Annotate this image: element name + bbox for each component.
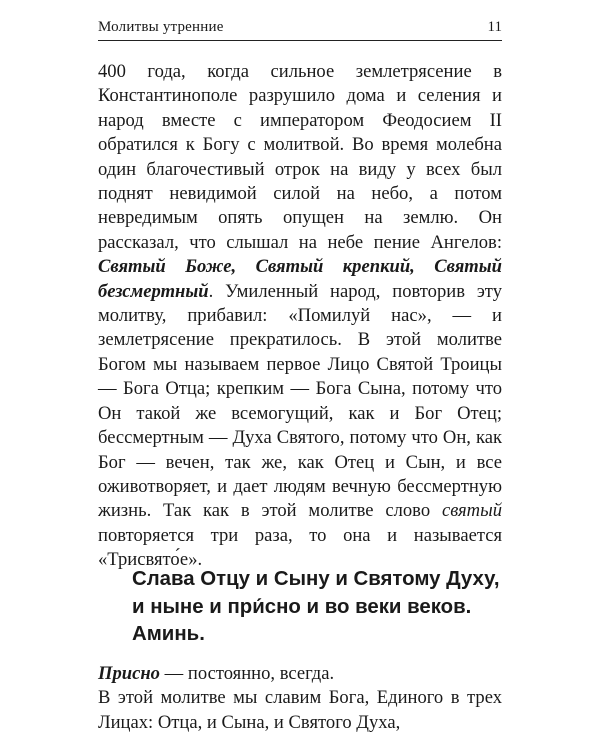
running-title: Молитвы утренние — [98, 19, 224, 35]
paragraph-text-end: повторяется три раза, то она и называется «Трисвято́е». — [98, 524, 502, 571]
trisagion-quote: Святый Боже, Святый крепкий, Святый безсмертный — [98, 256, 502, 302]
page-number: 11 — [487, 19, 502, 35]
prayer-doxology: Слава Отцу и Сыну и Святому Духу, и ныне и при́сно и во веки веков. Аминь. — [132, 568, 500, 645]
page-header — [98, 10, 502, 41]
glossary-section — [98, 662, 502, 735]
glossary-term: Присно — [98, 663, 160, 684]
glossary-definition: — постоянно, всегда. — [159, 663, 335, 684]
paragraph-text-start: 400 года, когда сильное землетрясение в Константинополе разрушило дома и селения и народ вместе с императором Феодосием II обратился к Богу с молитвой. Во время молебна один благочестивый отрок на виду у всех был поднят невидимой силой на небо, а потом невредимым опять опущен на землю. Он рассказал, что слышал на небе пение Ангелов: — [98, 61, 502, 253]
emphasized-word: святый — [441, 500, 502, 522]
main-paragraph — [98, 60, 502, 573]
paragraph-trisagion-history — [98, 60, 502, 573]
glossary-entry — [98, 662, 502, 686]
paragraph-text-middle: . Умиленный народ, повторив эту молитву, прибавил: «Помилуй нас», — и землетрясение прекратилось. В этой молитве Богом мы называем первое Лицо Святой Троицы — Бога Отца; крепким — Бога Сына, потому что Он такой же всемогущий, как и Бог Отец; бессмертным — Духа Святого, потому что Он, как Бог — вечен, так же, как Отец и Сын, и все оживотворяет, и дает людям вечную бессмертную жизнь. Так как в этой молитве слово — [98, 280, 502, 522]
glossary-continuation: В этой молитве мы славим Бога, Единого в трех Лицах: Отца, и Сына, и Святого Духа, — [98, 687, 502, 733]
